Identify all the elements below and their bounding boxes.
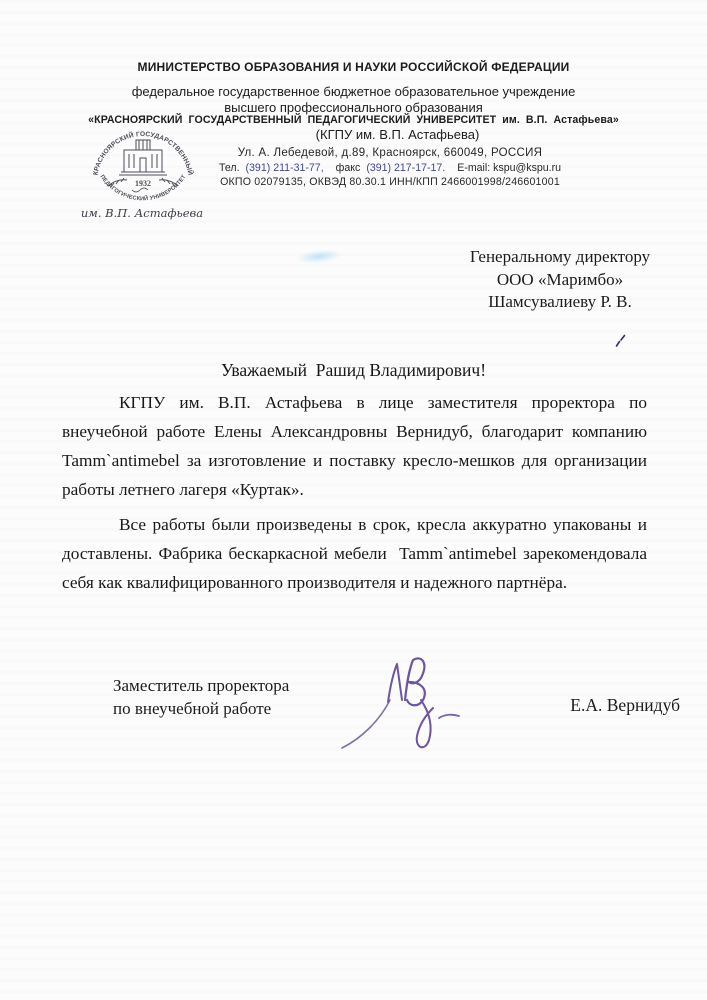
fax-number: (391) 217-17-17. <box>366 162 446 174</box>
fax-label: факс <box>335 162 361 174</box>
signer-position-line-1: Заместитель проректора <box>113 676 290 695</box>
blue-ink-smudge <box>296 249 343 265</box>
university-seal-icon <box>74 124 212 208</box>
body-paragraph-1: КГПУ им. В.П. Астафьева в лице заместителя проректора по внеучебной работе Елены Александровны Вернидуб, благодарит компанию Tamm`antimebel за изготовление и поставку кресло-мешков для организации работы летнего лагеря «Куртак». <box>62 393 652 499</box>
recipient-company: ООО «Маримбо» <box>496 269 624 289</box>
salutation: Уважаемый Рашид Владимирович! <box>220 360 487 380</box>
signer-name: Е.А. Вернидуб <box>570 695 680 715</box>
handwritten-signature-icon <box>330 648 500 768</box>
email-address: E-mail: kspu@kspu.ru <box>457 162 562 174</box>
signer-position-line-2: по внеучебной работе <box>113 699 272 718</box>
university-name-line: «КРАСНОЯРСКИЙ ГОСУДАРСТВЕННЫЙ ПЕДАГОГИЧЕСКИЙ УНИВЕРСИТЕТ им. В.П. Астафьева» <box>88 114 619 126</box>
tel-label: Тел. <box>218 162 240 174</box>
org-codes-line: ОКПО 02079135, ОКВЭД 80.30.1 ИНН/КПП 2466001998/246601001 <box>220 176 560 188</box>
seal-year: 1932 <box>135 179 151 188</box>
recipient-title: Генеральному директору <box>469 247 651 266</box>
seal-building-icon <box>119 140 167 175</box>
org-type-line-1: федеральное государственное бюджетное образовательное учреждение <box>131 84 576 99</box>
org-type-line-2: высшего профессионального образования <box>224 100 483 115</box>
signer-position <box>113 674 289 720</box>
ink-speck <box>615 334 627 353</box>
recipient-block <box>440 246 680 314</box>
letter-body <box>62 388 652 603</box>
university-short-name: (КГПУ им. В.П. Астафьева) <box>315 127 480 142</box>
tel-number: (391) 211-31-77, <box>245 162 324 174</box>
seal-top-arc-text: КРАСНОЯРСКИЙ ГОСУДАРСТВЕННЫЙ <box>92 130 194 176</box>
seal-caption: им. В.П. Астафьева <box>80 206 204 220</box>
recipient-person: Шамсувалиеву Р. В. <box>488 292 632 311</box>
ministry-line: МИНИСТЕРСТВО ОБРАЗОВАНИЯ И НАУКИ РОССИЙСКОЙ ФЕДЕРАЦИИ <box>137 60 570 74</box>
body-paragraph-2: Все работы были произведены в срок, кресла аккуратно упакованы и доставлены. Фабрика бескаркасной мебели Tamm`antimebel зарекомендовала себя как квалифицированного производителя и надежного партнёра. <box>62 515 652 592</box>
postal-address: Ул. А. Лебедевой, д.89, Красноярск, 660049, РОССИЯ <box>237 147 543 159</box>
seal-bottom-arc-text: ПЕДАГОГИЧЕСКИЙ УНИВЕРСИТЕТ <box>98 173 188 203</box>
